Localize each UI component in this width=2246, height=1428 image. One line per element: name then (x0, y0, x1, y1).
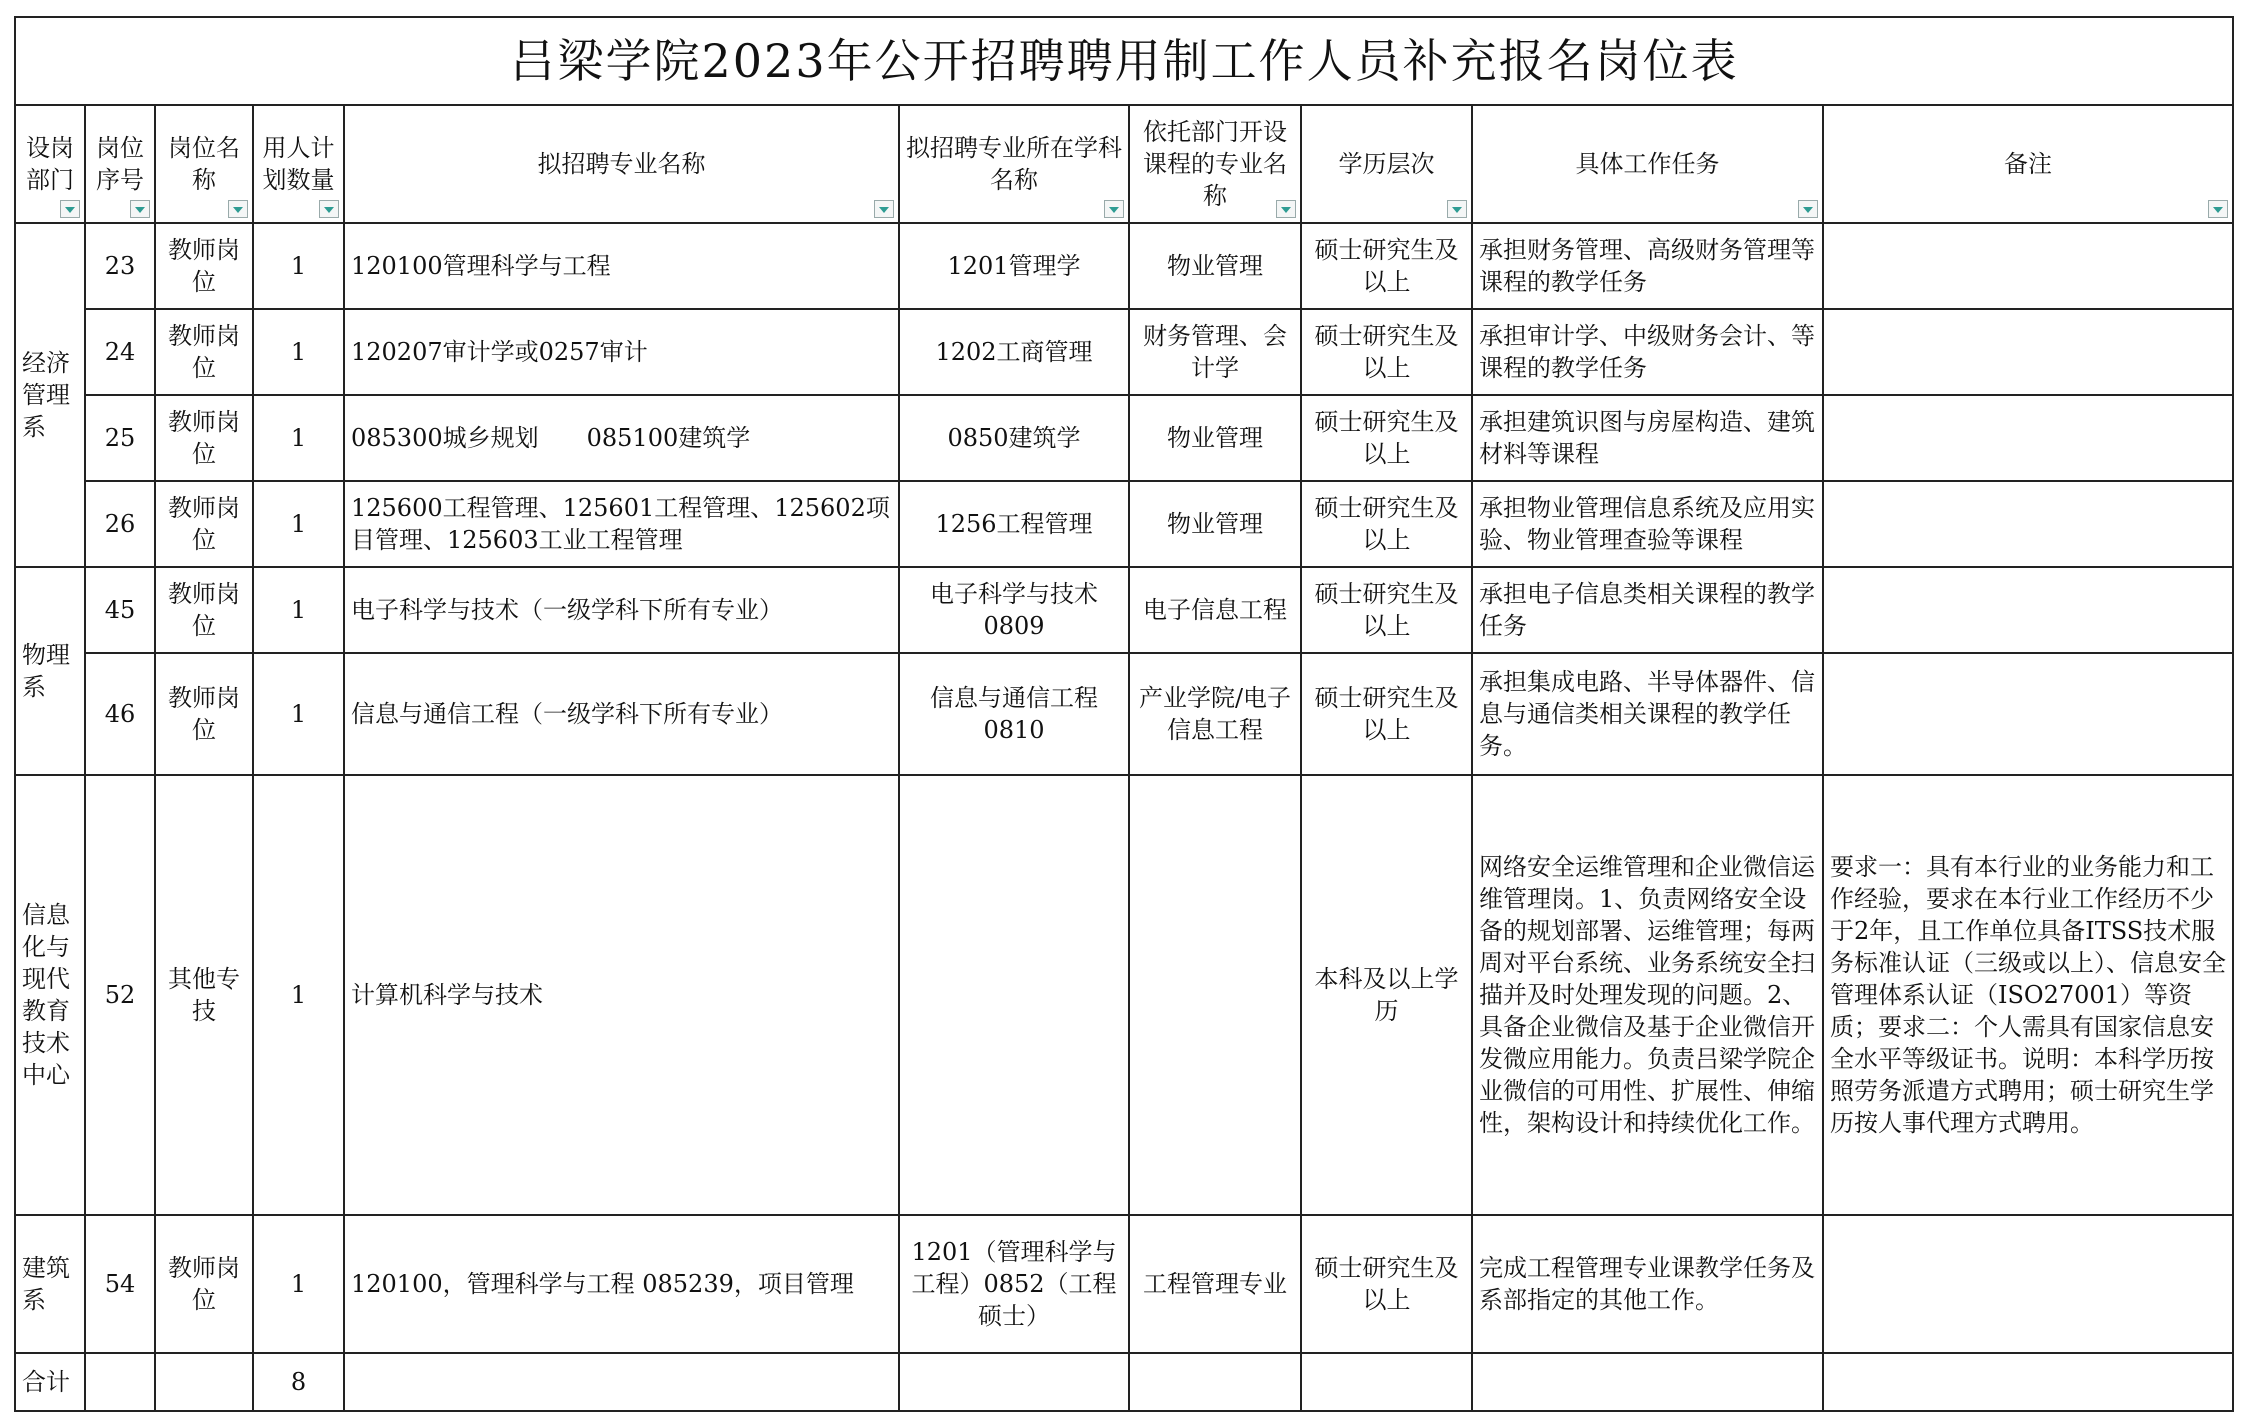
header-count (253, 105, 344, 223)
header-row (15, 105, 2233, 223)
dept-cell: 信息化与现代教育技术中心 (15, 775, 85, 1215)
total-count: 8 (253, 1353, 344, 1411)
course-major-cell: 物业管理 (1129, 395, 1301, 481)
header-education-label: 学历层次 (1338, 150, 1435, 178)
discipline-cell: 1201管理学 (899, 223, 1129, 309)
empty-cell (85, 1353, 155, 1411)
empty-cell (1301, 1353, 1472, 1411)
header-notes-label: 备注 (2004, 150, 2053, 178)
table-row (15, 309, 2233, 395)
education-cell: 本科及以上学历 (1301, 775, 1472, 1215)
seq-cell: 52 (85, 775, 155, 1215)
major-cell: 信息与通信工程（一级学科下所有专业） (344, 653, 899, 775)
course-major-cell: 财务管理、会计学 (1129, 309, 1301, 395)
major-cell: 计算机科学与技术 (344, 775, 899, 1215)
count-cell: 1 (253, 775, 344, 1215)
empty-cell (1472, 1353, 1823, 1411)
discipline-cell (899, 775, 1129, 1215)
filter-dropdown-icon[interactable] (60, 200, 80, 218)
notes-cell (1823, 653, 2233, 775)
header-discipline-label: 拟招聘专业所在学科名称 (906, 134, 1122, 194)
page-title: 吕梁学院2023年公开招聘聘用制工作人员补充报名岗位表 (15, 17, 2233, 105)
header-education (1301, 105, 1472, 223)
post-cell: 教师岗位 (155, 223, 253, 309)
seq-cell: 23 (85, 223, 155, 309)
position-table (14, 16, 2234, 1412)
tasks-cell: 承担集成电路、半导体器件、信息与通信类相关课程的教学任务。 (1472, 653, 1823, 775)
education-cell: 硕士研究生及以上 (1301, 309, 1472, 395)
discipline-cell: 信息与通信工程0810 (899, 653, 1129, 775)
filter-dropdown-icon[interactable] (228, 200, 248, 218)
header-tasks (1472, 105, 1823, 223)
notes-cell: 要求一：具有本行业的业务能力和工作经验，要求在本行业工作经历不少于2年，且工作单位具备ITSS技术服务标准认证（三级或以上）、信息安全管理体系认证（ISO27001）等资质；要求二：个人需具有国家信息安全水平等级证书。说明：本科学历按照劳务派遣方式聘用；硕士研究生学历按人事代理方式聘用。 (1823, 775, 2233, 1215)
header-major (344, 105, 899, 223)
tasks-cell: 承担电子信息类相关课程的教学任务 (1472, 567, 1823, 653)
notes-cell (1823, 223, 2233, 309)
filter-dropdown-icon[interactable] (1276, 200, 1296, 218)
filter-dropdown-icon[interactable] (1798, 200, 1818, 218)
count-cell: 1 (253, 223, 344, 309)
header-post-label: 岗位名称 (168, 134, 240, 194)
count-cell: 1 (253, 1215, 344, 1353)
tasks-cell: 承担财务管理、高级财务管理等课程的教学任务 (1472, 223, 1823, 309)
filter-dropdown-icon[interactable] (319, 200, 339, 218)
empty-cell (344, 1353, 899, 1411)
course-major-cell: 物业管理 (1129, 223, 1301, 309)
header-dept-label: 设岗部门 (26, 134, 74, 194)
table-row (15, 481, 2233, 567)
education-cell: 硕士研究生及以上 (1301, 481, 1472, 567)
header-seq (85, 105, 155, 223)
discipline-cell: 1201（管理科学与工程）0852（工程硕士） (899, 1215, 1129, 1353)
major-cell: 120100，管理科学与工程 085239，项目管理 (344, 1215, 899, 1353)
seq-cell: 45 (85, 567, 155, 653)
discipline-cell: 0850建筑学 (899, 395, 1129, 481)
count-cell: 1 (253, 653, 344, 775)
empty-cell (155, 1353, 253, 1411)
post-cell: 教师岗位 (155, 567, 253, 653)
education-cell: 硕士研究生及以上 (1301, 395, 1472, 481)
discipline-cell: 电子科学与技术0809 (899, 567, 1129, 653)
table-row (15, 775, 2233, 1215)
post-cell: 教师岗位 (155, 395, 253, 481)
education-cell: 硕士研究生及以上 (1301, 1215, 1472, 1353)
table-row (15, 653, 2233, 775)
major-cell: 电子科学与技术（一级学科下所有专业） (344, 567, 899, 653)
course-major-cell: 电子信息工程 (1129, 567, 1301, 653)
notes-cell (1823, 309, 2233, 395)
filter-dropdown-icon[interactable] (1104, 200, 1124, 218)
education-cell: 硕士研究生及以上 (1301, 567, 1472, 653)
seq-cell: 46 (85, 653, 155, 775)
tasks-cell: 承担审计学、中级财务会计、等课程的教学任务 (1472, 309, 1823, 395)
header-notes (1823, 105, 2233, 223)
header-discipline (899, 105, 1129, 223)
recruitment-sheet (14, 16, 2232, 1412)
course-major-cell (1129, 775, 1301, 1215)
tasks-cell: 网络安全运维管理和企业微信运维管理岗。1、负责网络安全设备的规划部署、运维管理；每两周对平台系统、业务系统安全扫描并及时处理发现的问题。2、具备企业微信及基于企业微信开发微应用能力。负责吕梁学院企业微信的可用性、扩展性、伸缩性，架构设计和持续优化工作。 (1472, 775, 1823, 1215)
major-cell: 125600工程管理、125601工程管理、125602项目管理、125603工业工程管理 (344, 481, 899, 567)
seq-cell: 25 (85, 395, 155, 481)
notes-cell (1823, 567, 2233, 653)
count-cell: 1 (253, 309, 344, 395)
notes-cell (1823, 1215, 2233, 1353)
tasks-cell: 完成工程管理专业课教学任务及系部指定的其他工作。 (1472, 1215, 1823, 1353)
table-row (15, 567, 2233, 653)
course-major-cell: 工程管理专业 (1129, 1215, 1301, 1353)
header-major-label: 拟招聘专业名称 (537, 150, 706, 178)
header-post (155, 105, 253, 223)
header-course-major-label: 依托部门开设课程的专业名称 (1143, 118, 1287, 210)
count-cell: 1 (253, 395, 344, 481)
post-cell: 其他专技 (155, 775, 253, 1215)
dept-cell: 建筑系 (15, 1215, 85, 1353)
filter-dropdown-icon[interactable] (2208, 200, 2228, 218)
filter-dropdown-icon[interactable] (874, 200, 894, 218)
empty-cell (899, 1353, 1129, 1411)
empty-cell (1823, 1353, 2233, 1411)
total-row (15, 1353, 2233, 1411)
header-seq-label: 岗位序号 (96, 134, 144, 194)
dept-cell: 物理系 (15, 567, 85, 775)
count-cell: 1 (253, 481, 344, 567)
filter-dropdown-icon[interactable] (130, 200, 150, 218)
education-cell: 硕士研究生及以上 (1301, 223, 1472, 309)
major-cell: 120207审计学或0257审计 (344, 309, 899, 395)
notes-cell (1823, 481, 2233, 567)
notes-cell (1823, 395, 2233, 481)
seq-cell: 26 (85, 481, 155, 567)
discipline-cell: 1202工商管理 (899, 309, 1129, 395)
post-cell: 教师岗位 (155, 1215, 253, 1353)
major-cell: 120100管理科学与工程 (344, 223, 899, 309)
table-row (15, 1215, 2233, 1353)
total-label: 合计 (15, 1353, 85, 1411)
post-cell: 教师岗位 (155, 481, 253, 567)
tasks-cell: 承担物业管理信息系统及应用实验、物业管理查验等课程 (1472, 481, 1823, 567)
seq-cell: 24 (85, 309, 155, 395)
count-cell: 1 (253, 567, 344, 653)
header-course-major (1129, 105, 1301, 223)
table-row (15, 223, 2233, 309)
empty-cell (1129, 1353, 1301, 1411)
course-major-cell: 物业管理 (1129, 481, 1301, 567)
post-cell: 教师岗位 (155, 653, 253, 775)
header-count-label: 用人计划数量 (262, 134, 335, 194)
course-major-cell: 产业学院/电子信息工程 (1129, 653, 1301, 775)
tasks-cell: 承担建筑识图与房屋构造、建筑材料等课程 (1472, 395, 1823, 481)
filter-dropdown-icon[interactable] (1447, 200, 1467, 218)
header-tasks-label: 具体工作任务 (1575, 150, 1720, 178)
table-row (15, 395, 2233, 481)
seq-cell: 54 (85, 1215, 155, 1353)
dept-cell: 经济管理系 (15, 223, 85, 567)
discipline-cell: 1256工程管理 (899, 481, 1129, 567)
education-cell: 硕士研究生及以上 (1301, 653, 1472, 775)
post-cell: 教师岗位 (155, 309, 253, 395)
header-dept (15, 105, 85, 223)
major-cell: 085300城乡规划 085100建筑学 (344, 395, 899, 481)
